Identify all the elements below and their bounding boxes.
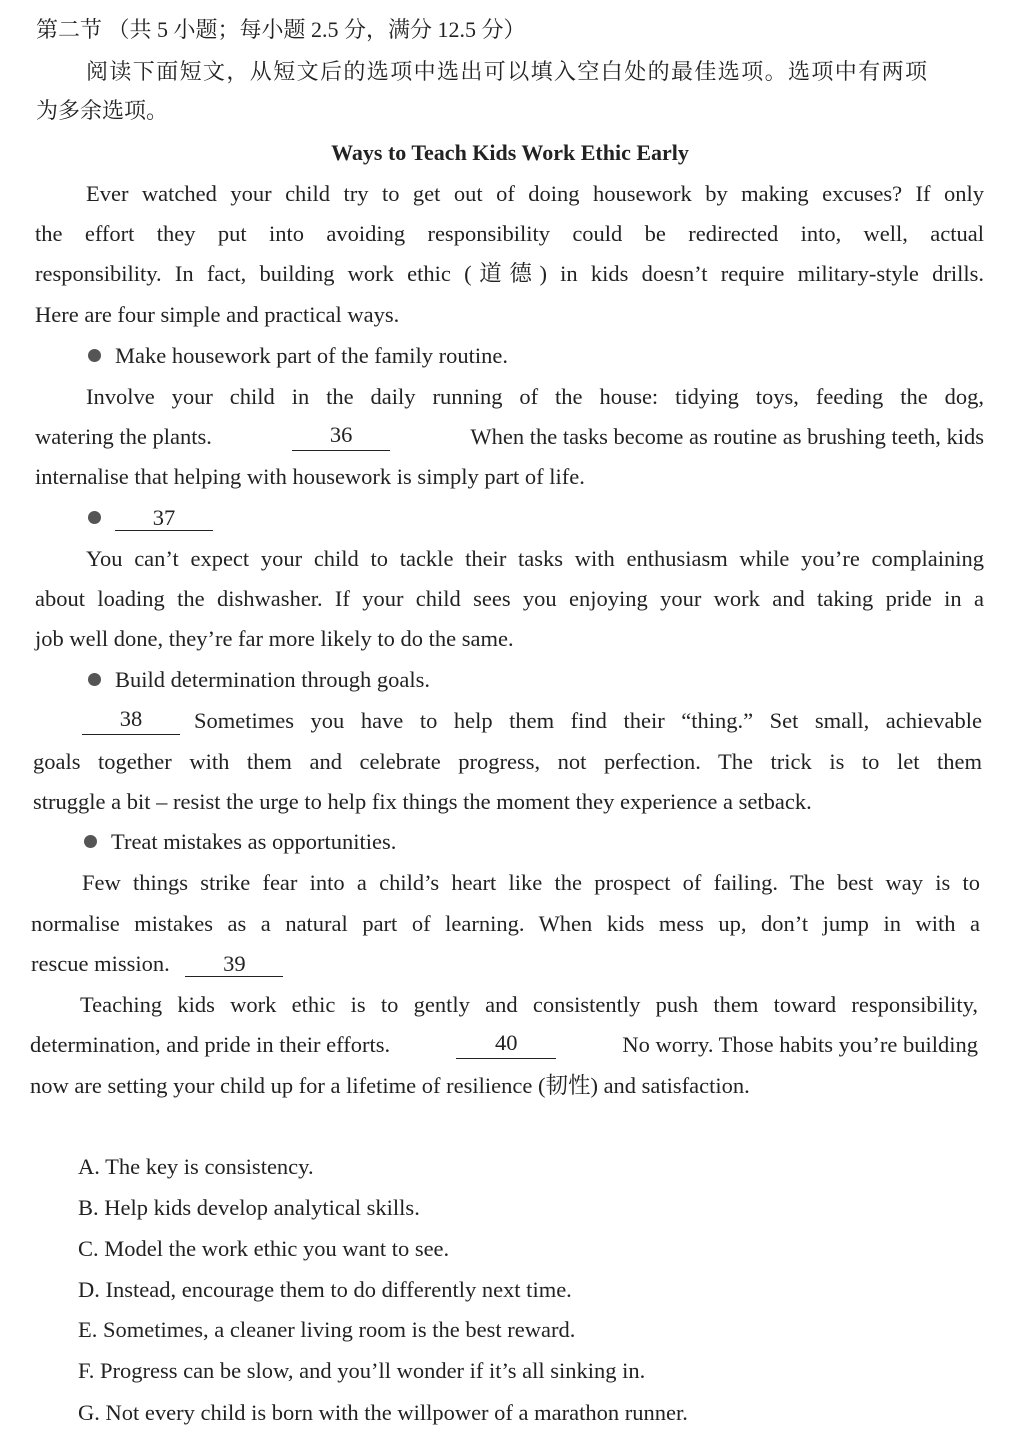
point-1-heading <box>88 342 508 370</box>
conclusion-line-3: now are setting your child up for a lifetime of resilience (韧性) and satisfaction. <box>30 1073 750 1098</box>
intro-line-3: responsibility. In fact, building work ethic (道德) in kids doesn’t require military-style drills. <box>35 261 984 286</box>
point-1-line-2-before: watering the plants. <box>35 424 212 449</box>
section-header: 第二节 （共 5 小题；每小题 2.5 分，满分 12.5 分） <box>36 17 526 42</box>
intro-line-1: Ever watched your child try to get out of doing housework by making excuses? If only <box>86 181 984 206</box>
passage-title: Ways to Teach Kids Work Ethic Early <box>331 140 689 165</box>
point-1-line-1: Involve your child in the daily running of the house: tidying toys, feeding the dog, <box>86 384 984 409</box>
bullet-icon <box>88 511 101 524</box>
point-2-heading <box>88 504 213 532</box>
point-4-line-3 <box>31 950 283 978</box>
point-4-line-3-before: rescue mission. <box>31 951 170 976</box>
option-d: D. Instead, encourage them to do differently next time. <box>78 1277 572 1302</box>
point-1-heading-text: Make housework part of the family routine. <box>115 343 509 368</box>
point-3-line-1-after: Sometimes you have to help them find their “thing.” Set small, achievable <box>194 708 982 733</box>
point-3-line-1 <box>82 707 982 735</box>
blank-40: 40 <box>456 1031 556 1059</box>
blank-39: 39 <box>185 952 283 977</box>
point-2-line-3: job well done, they’re far more likely to do the same. <box>35 626 514 651</box>
intro-line-2: the effort they put into avoiding responsibility could be redirected into, well, actual <box>35 221 984 246</box>
point-3-line-2: goals together with them and celebrate progress, not perfection. The trick is to let them <box>33 749 982 774</box>
bullet-icon <box>88 349 101 362</box>
point-3-heading <box>88 666 430 694</box>
bullet-icon <box>84 835 97 848</box>
blank-38: 38 <box>82 707 180 735</box>
option-c: C. Model the work ethic you want to see. <box>78 1236 450 1261</box>
point-4-heading <box>84 828 396 856</box>
conclusion-line-2 <box>30 1031 978 1059</box>
point-1-line-3: internalise that helping with housework is simply part of life. <box>35 464 585 489</box>
bullet-icon <box>88 673 101 686</box>
point-2-line-2: about loading the dishwasher. If your child sees you enjoying your work and taking pride in a <box>35 586 984 611</box>
intro-line-4: Here are four simple and practical ways. <box>35 302 400 327</box>
point-4-heading-text: Treat mistakes as opportunities. <box>111 829 397 854</box>
option-g: G. Not every child is born with the willpower of a marathon runner. <box>78 1400 688 1425</box>
instructions-line-2: 为多余选项。 <box>36 98 169 123</box>
option-b: B. Help kids develop analytical skills. <box>78 1195 420 1220</box>
point-3-heading-text: Build determination through goals. <box>115 667 430 692</box>
option-e: E. Sometimes, a cleaner living room is the best reward. <box>78 1317 576 1342</box>
point-1-line-2-after: When the tasks become as routine as brushing teeth, kids <box>470 424 984 449</box>
blank-36: 36 <box>292 423 390 451</box>
point-4-line-1: Few things strike fear into a child’s heart like the prospect of failing. The best way is to <box>82 870 980 895</box>
option-f: F. Progress can be slow, and you’ll wonder if it’s all sinking in. <box>78 1358 646 1383</box>
conclusion-line-2-after: No worry. Those habits you’re building <box>622 1032 978 1057</box>
point-4-line-2: normalise mistakes as a natural part of learning. When kids mess up, don’t jump in with a <box>31 911 980 936</box>
point-2-line-1: You can’t expect your child to tackle their tasks with enthusiasm while you’re complaining <box>86 546 984 571</box>
conclusion-line-2-before: determination, and pride in their efforts. <box>30 1032 391 1057</box>
conclusion-line-1: Teaching kids work ethic is to gently and consistently push them toward responsibility, <box>80 992 978 1017</box>
instructions-line-1: 阅读下面短文，从短文后的选项中选出可以填入空白处的最佳选项。选项中有两项 <box>86 59 929 84</box>
point-1-line-2 <box>35 423 984 451</box>
point-3-line-3: struggle a bit – resist the urge to help fix things the moment they experience a setback. <box>33 789 812 814</box>
blank-37: 37 <box>115 506 213 531</box>
option-a: A. The key is consistency. <box>78 1154 314 1179</box>
